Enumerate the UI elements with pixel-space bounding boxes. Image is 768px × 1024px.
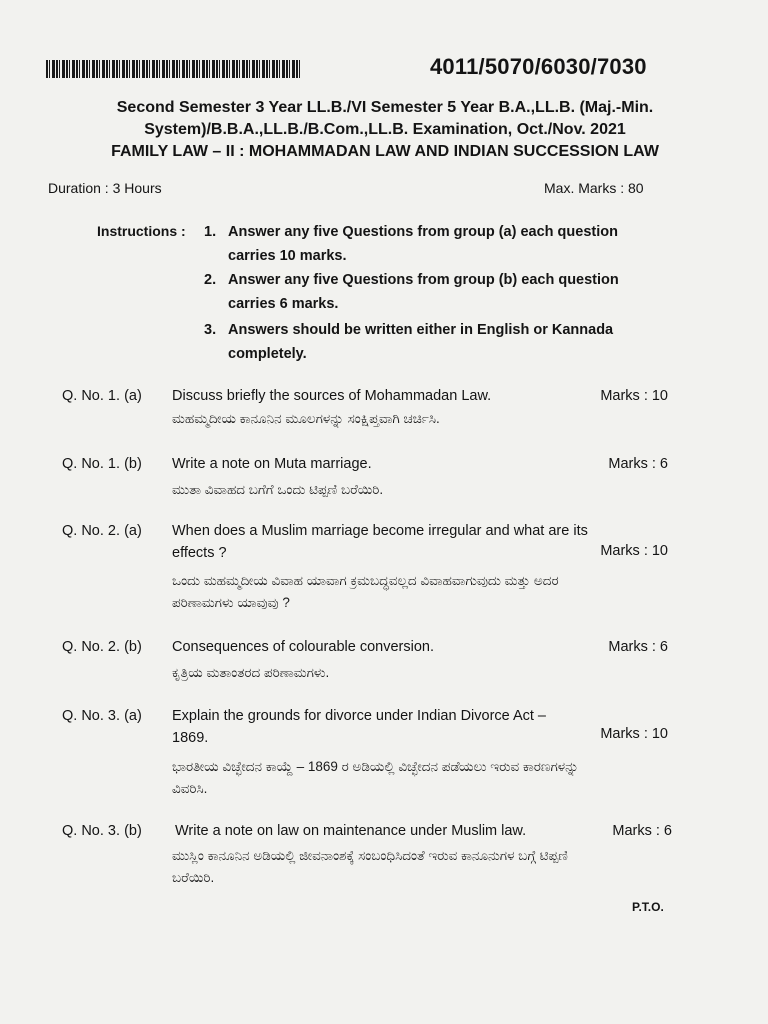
barcode — [46, 60, 302, 78]
question-text: Consequences of colourable conversion. — [172, 639, 434, 655]
instruction-text: Answers should be written either in English or Kannada completely. — [228, 322, 614, 362]
question-marks: Marks : 6 — [608, 456, 668, 472]
question-number: Q. No. 2. (a) — [62, 523, 142, 539]
question-text: Discuss briefly the sources of Mohammadan Law. — [172, 388, 492, 404]
question-kannada: ಮುಸ್ಲಿಂ ಕಾನೂನಿನ ಅಡಿಯಲ್ಲಿ ಜೀವನಾಂಶಕ್ಕೆ ಸಂಬಂಧಿಸಿದಂತೆ ಇರುವ ಕಾನೂನುಗಳ ಬಗ್ಗೆ ಟಿಪ್ಪಣಿ ಬರೆಯಿರಿ. — [172, 848, 568, 885]
question-marks: Marks : 10 — [600, 543, 668, 559]
instruction-item — [204, 220, 664, 268]
paper-code: 4011/5070/6030/7030 — [430, 54, 647, 79]
question-number: Q. No. 3. (a) — [62, 708, 142, 724]
question-kannada: ಕೃತ್ರಿಯ ಮತಾಂತರದ ಪರಿಣಾಮಗಳು. — [172, 665, 330, 680]
question-text: Write a note on Muta marriage. — [172, 456, 372, 472]
instruction-text: Answer any five Questions from group (b) each question carries 6 marks. — [228, 272, 619, 312]
instruction-number: 2. — [204, 272, 217, 288]
question-text: When does a Muslim marriage become irregular and what are its effects ? — [172, 523, 588, 561]
question-number: Q. No. 2. (b) — [62, 639, 142, 655]
subject-title: FAMILY LAW – II : MOHAMMADAN LAW AND INDIAN SUCCESSION LAW — [111, 143, 659, 160]
question-marks: Marks : 10 — [600, 726, 668, 742]
exam-title-line-2: System)/B.B.A.,LL.B./B.Com.,LL.B. Examination, Oct./Nov. 2021 — [144, 121, 626, 138]
page-turn-note: P.T.O. — [632, 900, 664, 914]
instruction-number: 3. — [204, 322, 217, 338]
duration: Duration : 3 Hours — [48, 180, 162, 196]
question-number: Q. No. 1. (a) — [62, 388, 142, 404]
instruction-number: 1. — [204, 224, 217, 240]
question-kannada: ಒಂದು ಮಹಮ್ಮದೀಯ ವಿವಾಹ ಯಾವಾಗ ಕ್ರಮಬದ್ಧವಲ್ಲದ ವಿವಾಹವಾಗುವುದು ಮತ್ತು ಅದರ ಪರಿಣಾಮಗಳು ಯಾವುವು ? — [172, 573, 559, 610]
question-number: Q. No. 1. (b) — [62, 456, 142, 472]
question-number: Q. No. 3. (b) — [62, 823, 142, 839]
max-marks: Max. Marks : 80 — [544, 180, 644, 196]
question-kannada: ಮುತಾ ವಿವಾಹದ ಬಗೆಗೆ ಒಂದು ಟಿಪ್ಪಣಿ ಬರೆಯಿರಿ. — [172, 482, 384, 497]
instruction-item — [204, 268, 664, 316]
instructions-label: Instructions : — [97, 223, 186, 239]
instruction-text: Answer any five Questions from group (a) each question carries 10 marks. — [228, 224, 618, 264]
question-marks: Marks : 6 — [612, 823, 672, 839]
exam-title-line-1: Second Semester 3 Year LL.B./VI Semester 5 Year B.A.,LL.B. (Maj.-Min. — [116, 99, 654, 116]
question-marks: Marks : 10 — [600, 388, 668, 404]
question-kannada: ಮಹಮ್ಮದೀಯ ಕಾನೂನಿನ ಮೂಲಗಳನ್ನು ಸಂಕ್ಷಿಪ್ತವಾಗಿ ಚರ್ಚಿಸಿ. — [172, 411, 440, 426]
question-text: Explain the grounds for divorce under Indian Divorce Act – 1869. — [172, 708, 546, 746]
instruction-item — [204, 318, 664, 366]
question-text: Write a note on law on maintenance under Muslim law. — [175, 823, 527, 839]
question-kannada: ಭಾರತೀಯ ವಿಚ್ಛೇದನ ಕಾಯ್ದೆ – 1869 ರ ಅಡಿಯಲ್ಲಿ ವಿಚ್ಛೇದನ ಪಡೆಯಲು ಇರುವ ಕಾರಣಗಳನ್ನು ವಿವರಿಸಿ. — [172, 759, 579, 796]
question-marks: Marks : 6 — [608, 639, 668, 655]
